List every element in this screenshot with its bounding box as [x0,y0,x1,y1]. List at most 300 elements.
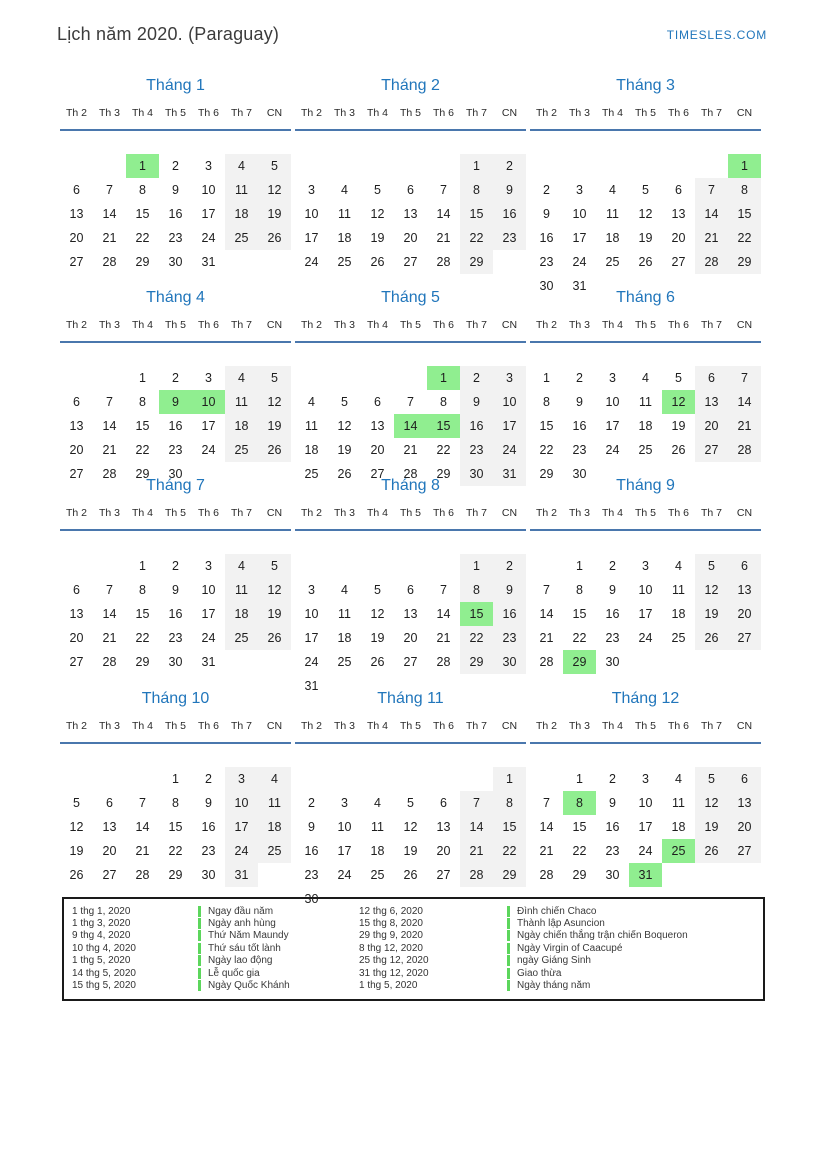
day-cell: 18 [638,419,653,433]
weekday-header: Th 7 [465,107,487,119]
weekend-day-cell: 23 [493,226,526,250]
day-cell: 24 [304,255,319,269]
legend-date: 31 thg 12, 2020 [359,967,429,979]
day-cell: 28 [102,655,117,669]
month-title-7: Tháng 7 [146,477,205,494]
month-8 [295,475,526,693]
weekend-day-cell: 24 [493,438,526,462]
day-cell: 6 [675,183,682,197]
day-cell: 6 [73,395,80,409]
weekend-day-cell: 22 [728,226,761,250]
day-cell: 12 [370,207,385,221]
day-cell: 18 [671,820,686,834]
day-cell: 3 [205,559,212,573]
day-cell: 2 [609,559,616,573]
day-cell: 16 [168,419,183,433]
legend-item [72,905,359,917]
legend-date: 25 thg 12, 2020 [359,955,429,967]
day-cell: 5 [341,395,348,409]
day-cell: 3 [642,772,649,786]
empty-cell [530,154,563,178]
weekday-header: Th 7 [465,319,487,331]
empty-cell [563,154,596,178]
day-cell: 30 [605,868,620,882]
weekday-header: Th 3 [568,319,590,331]
month-3 [530,75,761,293]
empty-cell [394,366,427,390]
day-cell: 16 [605,820,620,834]
day-cell: 27 [403,255,418,269]
weekday-header: Th 2 [300,319,322,331]
day-cell: 27 [403,655,418,669]
month-grid-4 [60,318,291,486]
weekday-header: Th 5 [399,319,421,331]
day-cell: 10 [572,207,587,221]
day-cell: 30 [539,279,554,293]
day-cell: 29 [135,655,150,669]
month-4 [60,287,291,481]
weekend-day-cell: 3 [493,366,526,390]
holiday-day-cell: 25 [662,839,695,863]
month-grid-1 [60,106,291,274]
empty-cell [530,767,563,791]
weekday-header: Th 7 [230,507,252,519]
empty-cell [93,154,126,178]
day-cell: 19 [638,231,653,245]
day-cell: 27 [671,255,686,269]
weekend-day-cell: 31 [225,863,258,887]
weekday-header: Th 7 [230,107,252,119]
day-cell: 2 [543,183,550,197]
legend-holiday-name: Ngày lao động [208,955,273,967]
month-title-10: Tháng 10 [141,690,210,707]
weekend-day-cell: 9 [460,390,493,414]
legend-item [359,905,755,917]
legend-holiday-name: Ngày chiến thắng trận chiến Boqueron [517,930,688,942]
month-10 [60,688,291,880]
weekend-day-cell: 4 [225,554,258,578]
day-cell: 7 [139,796,146,810]
legend-holiday-name: Thành lập Asuncion [517,918,605,930]
weekend-day-cell: 16 [493,602,526,626]
month-grid-12 [530,719,761,887]
day-cell: 5 [73,796,80,810]
legend-color-bar-icon [507,955,510,966]
weekend-day-cell: 1 [493,767,526,791]
weekday-header: Th 2 [65,720,87,732]
day-cell: 26 [403,868,418,882]
weekday-header: Th 5 [164,507,186,519]
empty-cell [695,154,728,178]
day-cell: 17 [605,419,620,433]
weekday-header: Th 6 [432,720,454,732]
day-cell: 22 [135,231,150,245]
legend-color-bar-icon [507,968,510,979]
weekend-day-cell: 25 [258,839,291,863]
weekday-rule [530,742,761,746]
day-cell: 11 [672,796,685,810]
day-cell: 23 [539,255,554,269]
day-cell: 3 [341,796,348,810]
empty-cell [427,554,460,578]
month-2 [295,75,526,287]
day-cell: 26 [370,655,385,669]
legend-holiday-name: Ngày Quốc Khánh [208,980,290,992]
weekend-day-cell: 8 [728,178,761,202]
day-cell: 18 [337,231,352,245]
day-cell: 10 [638,796,653,810]
day-cell: 29 [135,255,150,269]
weekend-day-cell: 26 [695,626,728,650]
weekend-day-cell: 4 [225,154,258,178]
weekday-header: Th 7 [465,720,487,732]
weekend-day-cell: 15 [493,815,526,839]
day-cell: 5 [374,583,381,597]
day-cell: 24 [605,443,620,457]
day-cell: 8 [139,183,146,197]
day-cell: 9 [172,183,179,197]
weekday-header: CN [266,720,283,732]
weekday-header: Th 6 [432,319,454,331]
empty-cell [60,154,93,178]
weekday-header: Th 3 [98,107,120,119]
month-title-12: Tháng 12 [611,690,680,707]
day-cell: 2 [308,796,315,810]
day-cell: 8 [543,395,550,409]
day-cell: 1 [576,772,583,786]
day-cell: 24 [201,443,216,457]
weekday-header: Th 6 [197,507,219,519]
day-cell: 15 [572,820,587,834]
weekend-day-cell: 24 [225,839,258,863]
holiday-day-cell: 1 [427,366,460,390]
day-cell: 22 [539,443,554,457]
legend-holiday-name: Thứ Năm Maundy [208,930,289,942]
weekday-rule [295,129,526,133]
weekday-header: CN [266,507,283,519]
day-cell: 13 [102,820,117,834]
day-cell: 28 [436,255,451,269]
day-cell: 10 [201,183,216,197]
legend-item [72,967,359,979]
legend-item [359,955,755,967]
day-cell: 21 [436,231,451,245]
empty-cell [427,767,460,791]
page-header [0,0,827,75]
weekend-day-cell: 26 [258,438,291,462]
weekend-day-cell: 26 [258,226,291,250]
weekend-day-cell: 7 [695,178,728,202]
month-grid-11 [295,719,526,911]
day-cell: 20 [403,631,418,645]
weekday-header: Th 7 [700,319,722,331]
empty-cell [60,554,93,578]
weekday-header: Th 2 [65,319,87,331]
weekday-rule [530,341,761,345]
legend-date: 9 thg 4, 2020 [72,930,131,942]
weekend-day-cell: 5 [695,554,728,578]
empty-cell [460,767,493,791]
weekday-header: Th 3 [333,319,355,331]
weekday-header: CN [736,507,753,519]
day-cell: 19 [69,844,84,858]
holiday-day-cell: 8 [563,791,596,815]
weekend-day-cell: 28 [460,863,493,887]
month-12 [530,688,761,880]
weekday-header: Th 4 [601,720,623,732]
weekend-day-cell: 5 [258,554,291,578]
day-cell: 29 [168,868,183,882]
weekend-day-cell: 21 [728,414,761,438]
legend-holiday-name: Thứ sáu tốt lành [208,942,281,954]
site-logo-link[interactable]: TIMESLES.COM [666,28,767,42]
day-cell: 15 [572,607,587,621]
day-cell: 1 [543,371,550,385]
day-cell: 26 [638,255,653,269]
day-cell: 3 [576,183,583,197]
weekday-header: CN [501,107,518,119]
weekend-day-cell: 12 [258,390,291,414]
month-title-1: Tháng 1 [146,77,205,94]
holiday-day-cell: 1 [126,154,159,178]
weekday-rule [60,341,291,345]
day-cell: 9 [576,395,583,409]
day-cell: 16 [201,820,216,834]
weekend-day-cell: 11 [225,178,258,202]
day-cell: 7 [543,583,550,597]
day-cell: 28 [539,655,554,669]
empty-cell [361,554,394,578]
day-cell: 1 [139,559,146,573]
day-cell: 13 [671,207,686,221]
day-cell: 21 [539,631,554,645]
weekend-day-cell: 9 [493,578,526,602]
day-cell: 30 [572,467,587,481]
weekday-header: Th 4 [131,507,153,519]
day-cell: 10 [638,583,653,597]
day-cell: 26 [337,467,352,481]
weekend-day-cell: 19 [258,414,291,438]
legend-color-bar-icon [507,930,510,941]
holiday-day-cell: 1 [728,154,761,178]
weekday-header: Th 7 [230,319,252,331]
day-cell: 14 [436,607,451,621]
weekend-day-cell: 28 [728,438,761,462]
day-cell: 16 [605,607,620,621]
empty-cell [328,554,361,578]
day-cell: 4 [675,559,682,573]
legend-item [72,979,359,991]
month-title-3: Tháng 3 [616,77,675,94]
day-cell: 22 [135,631,150,645]
weekend-day-cell: 12 [258,578,291,602]
month-grid-5 [295,318,526,486]
weekday-rule [530,129,761,133]
day-cell: 10 [304,607,319,621]
day-cell: 30 [168,467,183,481]
day-cell: 24 [201,631,216,645]
legend-holiday-name: Ngày anh hùng [208,918,276,930]
day-cell: 30 [168,255,183,269]
weekday-header: Th 6 [667,507,689,519]
day-cell: 6 [106,796,113,810]
weekend-day-cell: 29 [460,650,493,674]
weekday-header: Th 4 [131,319,153,331]
weekday-header: CN [266,319,283,331]
day-cell: 4 [308,395,315,409]
month-1 [60,75,291,287]
day-cell: 9 [308,820,315,834]
day-cell: 20 [671,231,686,245]
day-cell: 23 [304,868,319,882]
empty-cell [394,154,427,178]
day-cell: 9 [609,796,616,810]
day-cell: 2 [609,772,616,786]
day-cell: 20 [102,844,117,858]
day-cell: 21 [102,443,117,457]
weekday-header: Th 3 [98,720,120,732]
day-cell: 3 [308,183,315,197]
day-cell: 18 [671,607,686,621]
month-grid-7 [60,506,291,674]
month-title-2: Tháng 2 [381,77,440,94]
legend-color-bar-icon [198,980,201,991]
day-cell: 4 [609,183,616,197]
month-grid-2 [295,106,526,274]
day-cell: 29 [572,868,587,882]
day-cell: 30 [304,892,319,906]
weekend-day-cell: 26 [258,626,291,650]
weekday-header: Th 6 [432,107,454,119]
weekend-day-cell: 25 [225,438,258,462]
day-cell: 10 [304,207,319,221]
weekend-day-cell: 8 [460,178,493,202]
weekday-header: Th 3 [568,720,590,732]
day-cell: 12 [638,207,653,221]
day-cell: 5 [642,183,649,197]
day-cell: 15 [135,419,150,433]
legend-date: 12 thg 6, 2020 [359,905,423,917]
weekend-day-cell: 23 [493,626,526,650]
day-cell: 23 [605,631,620,645]
legend-date: 1 thg 5, 2020 [72,955,131,967]
legend-holiday-name: Ngày tháng năm [517,980,591,992]
holiday-day-cell: 29 [563,650,596,674]
weekday-header: Th 7 [230,720,252,732]
empty-cell [93,767,126,791]
day-cell: 23 [168,443,183,457]
day-cell: 6 [374,395,381,409]
weekday-header: Th 4 [601,319,623,331]
day-cell: 3 [609,371,616,385]
weekend-day-cell: 11 [225,578,258,602]
day-cell: 30 [168,655,183,669]
legend-date: 1 thg 3, 2020 [72,918,131,930]
weekend-day-cell: 11 [258,791,291,815]
day-cell: 4 [642,371,649,385]
legend-holiday-name: ngày Giáng Sinh [517,955,591,967]
day-cell: 2 [576,371,583,385]
day-cell: 21 [403,443,418,457]
day-cell: 13 [370,419,385,433]
day-cell: 29 [539,467,554,481]
weekday-rule [60,129,291,133]
day-cell: 27 [69,655,84,669]
weekday-header: Th 6 [197,720,219,732]
day-cell: 3 [205,371,212,385]
weekday-rule [295,341,526,345]
legend-item [359,967,755,979]
holiday-day-cell: 15 [427,414,460,438]
day-cell: 12 [403,820,418,834]
weekend-day-cell: 21 [695,226,728,250]
weekday-header: Th 2 [300,107,322,119]
day-cell: 23 [168,631,183,645]
weekday-header: Th 4 [601,107,623,119]
weekend-day-cell: 19 [695,602,728,626]
weekday-header: Th 4 [131,720,153,732]
weekend-day-cell: 5 [258,366,291,390]
day-cell: 8 [172,796,179,810]
weekend-day-cell: 8 [460,578,493,602]
weekday-header: Th 2 [300,720,322,732]
day-cell: 6 [407,183,414,197]
legend-item [359,942,755,954]
day-cell: 10 [605,395,620,409]
legend-item [72,917,359,929]
legend-date: 14 thg 5, 2020 [72,967,136,979]
legend-date: 29 thg 9, 2020 [359,930,423,942]
day-cell: 26 [370,255,385,269]
weekday-header: Th 6 [432,507,454,519]
day-cell: 18 [605,231,620,245]
day-cell: 16 [539,231,554,245]
day-cell: 25 [337,655,352,669]
empty-cell [361,366,394,390]
weekday-header: CN [736,319,753,331]
weekend-day-cell: 13 [695,390,728,414]
weekday-header: Th 7 [700,507,722,519]
day-cell: 25 [605,255,620,269]
day-cell: 7 [106,183,113,197]
weekday-header: CN [736,720,753,732]
weekday-header: Th 4 [601,507,623,519]
legend-date: 10 thg 4, 2020 [72,942,136,954]
day-cell: 1 [576,559,583,573]
day-cell: 8 [440,395,447,409]
day-cell: 25 [638,443,653,457]
month-grid-3 [530,106,761,298]
day-cell: 28 [539,868,554,882]
month-grid-10 [60,719,291,887]
day-cell: 13 [69,607,84,621]
weekday-header: Th 4 [366,319,388,331]
day-cell: 14 [102,207,117,221]
weekend-day-cell: 14 [728,390,761,414]
day-cell: 11 [338,207,351,221]
empty-cell [394,554,427,578]
legend-item [72,930,359,942]
month-6 [530,287,761,481]
day-cell: 24 [337,868,352,882]
weekday-rule [295,742,526,746]
day-cell: 11 [672,583,685,597]
weekend-day-cell: 2 [460,366,493,390]
day-cell: 20 [403,231,418,245]
empty-cell [295,767,328,791]
day-cell: 13 [69,419,84,433]
day-cell: 11 [305,419,318,433]
